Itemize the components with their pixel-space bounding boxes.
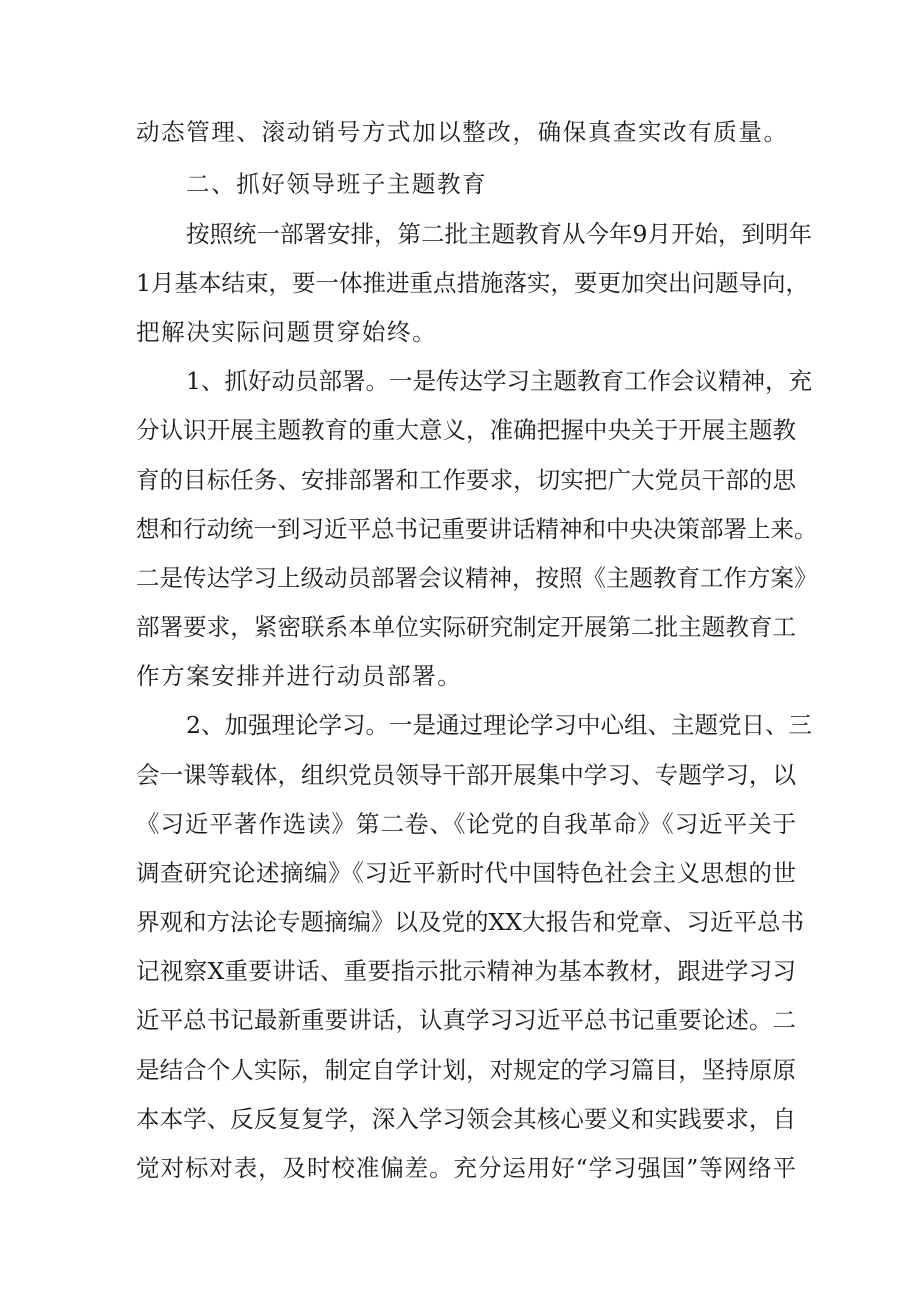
text-line-20: 是结合个人实际，制定自学计划，对规定的学习篇目，坚持原原 (136, 1056, 796, 1084)
text-line-4: 1月基本结束，要一体推进重点措施落实，要更加突出问题导向， (136, 269, 809, 297)
text-line-6: 1、抓好动员部署。一是传达学习主题教育工作会议精神，充 (186, 367, 812, 395)
text-line-18: 记视察X重要讲话、重要指示批示精神为基本教材，跟进学习习 (136, 957, 796, 985)
text-line-7: 分认识开展主题教育的重大意义，准确把握中央关于开展主题教 (136, 416, 796, 444)
text-line-8: 育的目标任务、安排部署和工作要求，切实把广大党员干部的思 (136, 466, 796, 494)
text-line-17: 界观和方法论专题摘编》以及党的XX大报告和党章、习近平总书 (136, 908, 804, 936)
text-line-5: 把解决实际问题贯穿始终。 (136, 318, 438, 346)
text-line-16: 调查研究论述摘编》《习近平新时代中国特色社会主义思想的世 (136, 859, 796, 887)
text-line-3: 按照统一部署安排，第二批主题教育从今年9月开始，到明年 (186, 220, 812, 248)
text-line-14: 会一课等载体，组织党员领导干部开展集中学习、专题学习，以 (136, 761, 796, 789)
text-line-22: 觉对标对表，及时校准偏差。充分运用好“学习强国”等网络平 (136, 1154, 796, 1182)
text-line-10: 二是传达学习上级动员部署会议精神，按照《主题教育工作方案》 (136, 564, 818, 592)
text-line-1: 动态管理、滚动销号方式加以整改，确保真查实改有质量。 (136, 118, 789, 146)
text-line-21: 本本学、反反复复学，深入学习领会其核心要义和实践要求，自 (136, 1105, 796, 1133)
text-line-11: 部署要求，紧密联系本单位实际研究制定开展第二批主题教育工 (136, 613, 796, 641)
text-line-13: 2、加强理论学习。一是通过理论学习中心组、主题党日、三 (186, 711, 812, 739)
text-line-19: 近平总书记最新重要讲话，认真学习习近平总书记重要论述。二 (136, 1006, 796, 1034)
text-line-9: 想和行动统一到习近平总书记重要讲话精神和中央决策部署上来。 (136, 515, 818, 543)
section-heading: 二、抓好领导班子主题教育 (186, 170, 488, 198)
text-line-12: 作方案安排并进行动员部署。 (136, 662, 463, 690)
text-line-15: 《习近平著作选读》第二卷、《论党的自我革命》《习近平关于 (136, 810, 796, 838)
